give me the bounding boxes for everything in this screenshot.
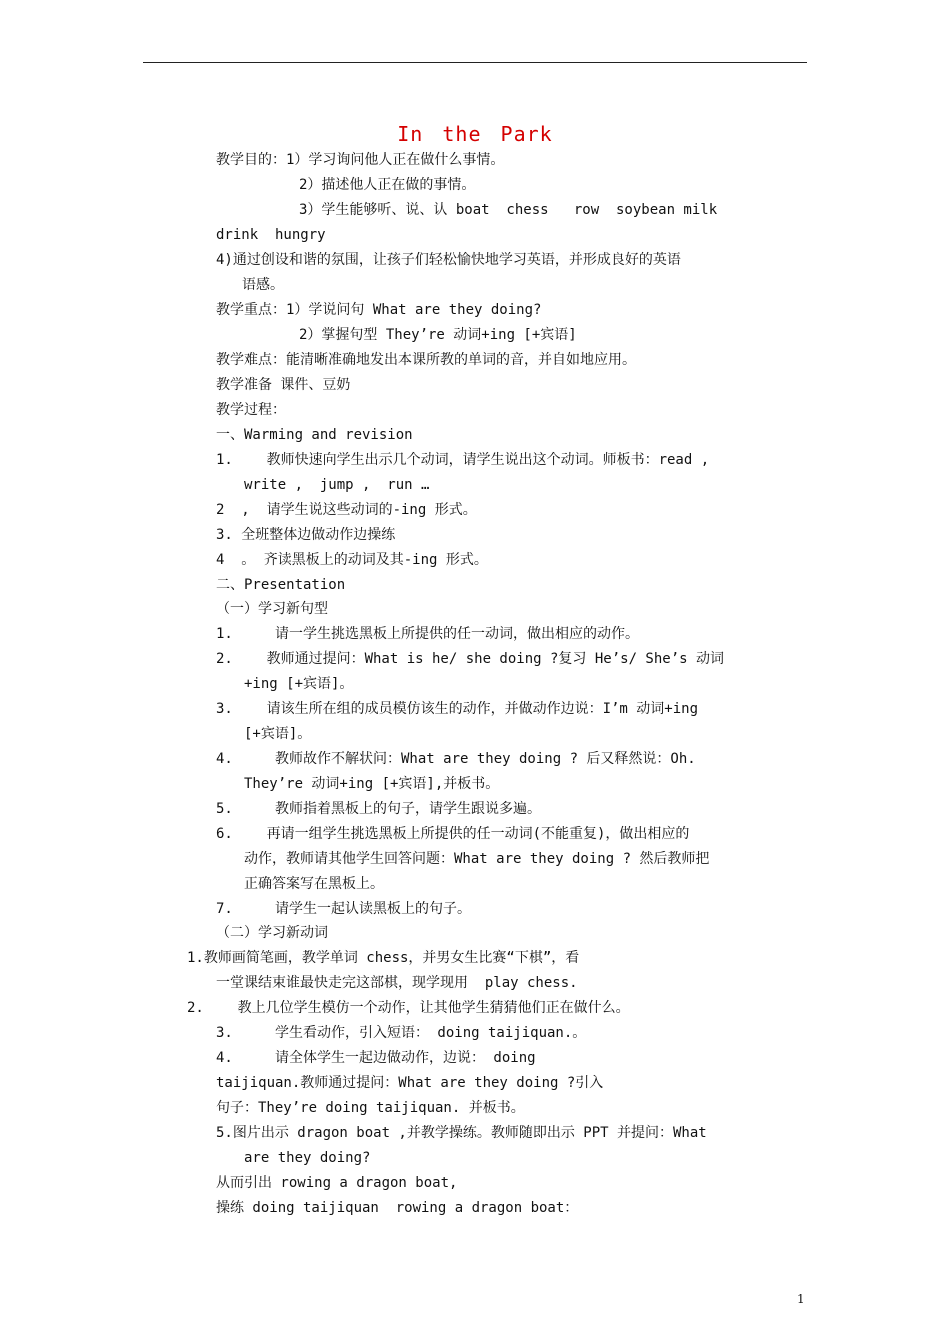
text-line: 4. 教师故作不解状问：What are they doing ? 后又释然说：Oh. bbox=[216, 751, 696, 767]
text-line: 教学重点：1）学说问句 What are they doing? bbox=[216, 302, 542, 318]
text-line: 二、Presentation bbox=[216, 577, 346, 593]
text-line: 2 , 请学生说这些动词的-ing 形式。 bbox=[216, 502, 477, 518]
text-line: taijiquan.教师通过提问：What are they doing ?引入 bbox=[216, 1075, 604, 1091]
text-line: 动作，教师请其他学生回答问题：What are they doing ? 然后教师把 bbox=[244, 851, 710, 867]
text-line: 教学准备 课件、豆奶 bbox=[216, 377, 351, 393]
header-rule bbox=[143, 62, 807, 63]
text-line: 4. 请全体学生一起边做动作，边说： doing bbox=[216, 1050, 536, 1066]
text-line: 6. 再请一组学生挑选黑板上所提供的任一动词(不能重复)，做出相应的 bbox=[216, 826, 690, 842]
text-line: They’re 动词+ing [+宾语],并板书。 bbox=[244, 776, 500, 792]
text-line: 3. 学生看动作，引入短语： doing taijiquan.。 bbox=[216, 1025, 587, 1041]
text-line: +ing [+宾语]。 bbox=[244, 676, 354, 692]
text-line: 4 。 齐读黑板上的动词及其-ing 形式。 bbox=[216, 552, 488, 568]
text-line: 7. 请学生一起认读黑板上的句子。 bbox=[216, 901, 472, 917]
text-line: 2）描述他人正在做的事情。 bbox=[299, 177, 476, 193]
document-title: In the Park bbox=[397, 122, 553, 146]
text-line: 5. 教师指着黑板上的句子，请学生跟说多遍。 bbox=[216, 801, 541, 817]
text-line: drink hungry bbox=[216, 227, 326, 243]
text-line: 教学目的：1）学习询问他人正在做什么事情。 bbox=[216, 152, 505, 168]
text-line: （一）学习新句型 bbox=[216, 601, 328, 617]
text-line: 3）学生能够听、说、认 boat chess row soybean milk bbox=[299, 202, 718, 218]
text-line: write , jump , run … bbox=[244, 477, 430, 493]
text-line: （二）学习新动词 bbox=[216, 925, 328, 941]
text-line: 一、Warming and revision bbox=[216, 427, 413, 443]
text-line: 1.教师画简笔画，教学单词 chess，并男女生比赛“下棋”，看 bbox=[187, 950, 580, 966]
text-line: 5.图片出示 dragon boat ,并教学操练。教师随即出示 PPT 并提问：What bbox=[216, 1125, 707, 1141]
text-line: 一堂课结束谁最快走完这部棋，现学现用 play chess. bbox=[216, 975, 578, 991]
text-line: 教学难点：能清晰准确地发出本课所教的单词的音，并自如地应用。 bbox=[216, 352, 636, 368]
text-line: 3. 请该生所在组的成员模仿该生的动作，并做动作边说：I’m 动词+ing bbox=[216, 701, 699, 717]
text-line: 1. 教师快速向学生出示几个动词，请学生说出这个动词。师板书：read , bbox=[216, 452, 710, 468]
text-line: 2. 教上几位学生模仿一个动作，让其他学生猜猜他们正在做什么。 bbox=[187, 1000, 630, 1016]
text-line: 2. 教师通过提问：What is he/ she doing ?复习 He’s/ She’s 动词 bbox=[216, 651, 725, 667]
text-line: 从而引出 rowing a dragon boat, bbox=[216, 1175, 458, 1191]
text-line: 教学过程： bbox=[216, 402, 286, 418]
text-line: 4)通过创设和谐的氛围，让孩子们轻松愉快地学习英语，并形成良好的英语 bbox=[216, 252, 681, 268]
text-line: are they doing? bbox=[244, 1150, 371, 1166]
page-number: 1 bbox=[797, 1292, 805, 1306]
text-line: 3. 全班整体边做动作边操练 bbox=[216, 527, 396, 543]
text-line: 句子：They’re doing taijiquan. 并板书。 bbox=[216, 1100, 525, 1116]
text-line: 2）掌握句型 They’re 动词+ing [+宾语] bbox=[299, 327, 577, 343]
text-line: 正确答案写在黑板上。 bbox=[244, 876, 384, 892]
text-line: 1. 请一学生挑选黑板上所提供的任一动词，做出相应的动作。 bbox=[216, 626, 639, 642]
text-line: [+宾语]。 bbox=[244, 726, 312, 742]
text-line: 操练 doing taijiquan rowing a dragon boat： bbox=[216, 1200, 579, 1216]
text-line: 语感。 bbox=[242, 277, 284, 293]
